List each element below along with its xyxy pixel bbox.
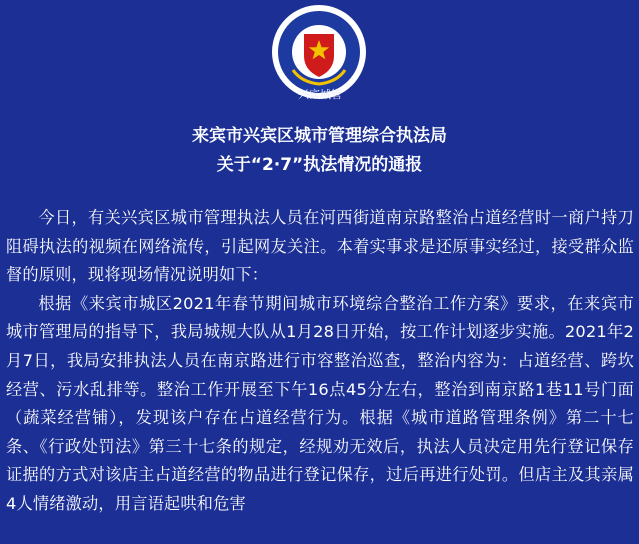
source-watermark: 兴宾城管 [298, 88, 342, 101]
notice-title: 来宾市兴宾区城市管理综合执法局 [192, 126, 447, 146]
body-paragraph: 根据《来宾市城区2021年春节期间城市环境综合整治工作方案》要求，在来宾市城市管理局的指导下，我局城规大队从1月28日开始，按工作计划逐步实施。2021年2月7日，我局安排执法人员在南京路进行市容整治巡查，整治内容为：占道经营、跨坎经营、污水乱排等。整治工作开展至下午16点45分左右，整治到南京路1巷11号门面（蔬菜经营铺），发现该户存在占道经营行为。根据《城市道路管理条例》第二十七条、《行政处罚法》第三十七条的规定，经规劝无效后，执法人员决定用先行登记保存证据的方式对该店主占道经营的物品进行登记保存，过后再进行处罚。但店主及其亲属4人情绪激动，用言语起哄和危害 [6, 293, 634, 513]
notice-subtitle: 关于“2·7”执法情况的通报 [216, 155, 423, 175]
notice-body [6, 204, 634, 519]
body-paragraph: 今日，有关兴宾区城市管理执法人员在河西街道南京路整治占道经营时一商户持刀阻碍执法的视频在网络流传，引起网友关注。本着实事求是还原事实经过，接受群众监督的原则，现将现场情况说明如下： [6, 208, 634, 285]
